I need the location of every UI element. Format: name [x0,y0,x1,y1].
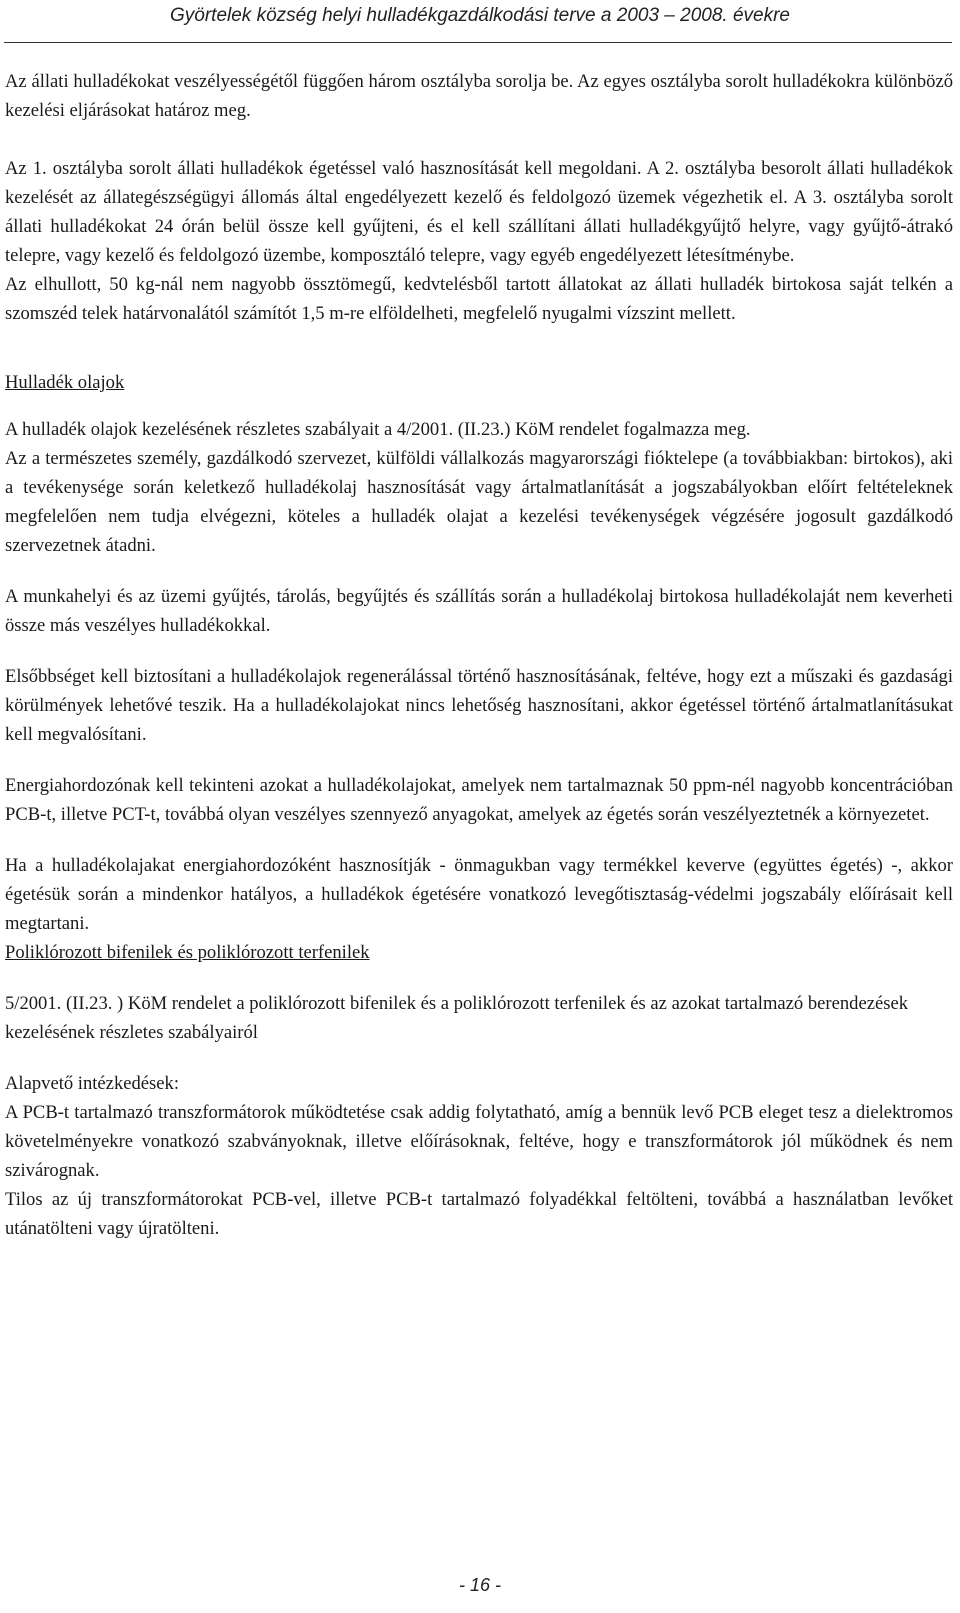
paragraph-animal-waste-treatment: Az 1. osztályba sorolt állati hulladékok égetéssel való hasznosítását kell megoldani. A 2. osztályba besorolt állati hulladékok kezelését az állategészségügyi állomás által engedélyezett kezelő és feldolgozó üzemek végezhetik el. A 3. osztályba sorolt állati hulladékokat 24 órán belül össze kell gyűjteni, és el kell szállítani állati hulladékgyűjtő helyre, vagy gyűjtő-átrakó telepre, vagy kezelő és feldolgozó üzembe, komposztáló telepre, vagy egyéb engedélyezett létesítménybe. [5,158,953,266]
paragraph-pcb-transformers: A PCB-t tartalmazó transzformátorok működtetése csak addig folytatható, amíg a bennük levő PCB eleget tesz a dielektromos követelményekre vonatkozó szabványoknak, illetve előírásoknak, feltéve, hogy e transzformátorok jól működnek és nem szivárognak. [5,1102,953,1181]
spacer [5,560,953,582]
page-number: - 16 - [458,1575,501,1595]
spacer [5,125,953,154]
paragraph-energy-source: Energiahordozónak kell tekinteni azokat a hulladékolajokat, amelyek nem tartalmaznak 50 ppm-nél nagyobb koncentrációban PCB-t, illetve PCT-t, továbbá olyan veszélyes szennyező anyagokat, amelyek az égetés során veszélyeztetnék a környezetet. [5,775,953,825]
spacer [5,829,953,851]
paragraph-pcb-prohibition: Tilos az új transzformátorokat PCB-vel, illetve PCB-t tartalmazó folyadékkal feltölteni, továbbá a használatban levőket utánatölteni vagy újratölteni. [5,1189,953,1239]
spacer [5,640,953,662]
spacer [5,328,953,368]
spacer [5,749,953,771]
paragraph-animal-waste-classes: Az állati hulladékokat veszélyességétől függően három osztályba sorolja be. Az egyes osztályba sorolt hulladékokra különböző kezelési eljárásokat határoz meg. [5,71,953,121]
paragraph-basic-measures-title: Alapvető intézkedések: [5,1073,179,1094]
paragraph-pcb-regulation: 5/2001. (II.23. ) KöM rendelet a poliklórozott bifenilek és a poliklórozott terfenilek és az azokat tartalmazó berendezések kezelésének részletes szabályairól [5,993,908,1043]
paragraph-burial-rules: Az elhullott, 50 kg-nál nem nagyobb össztömegű, kedvtelésből tartott állatokat az állati hulladék birtokosa saját telkén a szomszéd telek határvonalától számítót 1,5 m-re elföldelheti, megfelelő nyugalmi vízszint mellett. [5,274,953,324]
paragraph-oil-collection: A munkahelyi és az üzemi gyűjtés, tárolás, begyűjtés és szállítás során a hulladékolaj birtokosa hulladékolaját nem keverheti össze más veszélyes hulladékokkal. [5,586,953,636]
page-header-title: Györtelek község helyi hulladékgazdálkodási terve a 2003 – 2008. évekre [170,5,790,26]
header-divider [4,42,952,43]
section-heading-pcb: Poliklórozott bifenilek és poliklórozott terfenilek [5,942,370,963]
spacer [5,967,953,989]
paragraph-oil-regulation: A hulladék olajok kezelésének részletes szabályait a 4/2001. (II.23.) KöM rendelet fogalmazza meg. [5,419,751,440]
paragraph-oil-regeneration: Elsőbbséget kell biztosítani a hulladékolajok regenerálással történő hasznosításának, feltéve, hogy ezt a műszaki és gazdasági körülmények lehetővé teszik. Ha a hulladékolajokat nincs lehetőség hasznosítani, akkor égetéssel történő ártalmatlanításukat kell megvalósítani. [5,666,953,745]
paragraph-oil-owner-duty: Az a természetes személy, gazdálkodó szervezet, külföldi vállalkozás magyarországi fióktelepe (a továbbiakban: birtokos), aki a tevékenysége során keletkező hulladékolaj hasznosítását vagy ártalmatlanítását a jogszabályokban előírt feltételeknek megfelelően nem tudja elvégezni, köteles a hulladék olajat a kezelési tevékenységek végzésére jogosult gazdálkodó szervezetnek átadni. [5,448,953,556]
section-heading-waste-oils: Hulladék olajok [5,372,125,393]
paragraph-oil-burning: Ha a hulladékolajakat energiahordozóként hasznosítják - önmagukban vagy termékkel keverve (együttes égetés) -, akkor égetésük során a mindenkor hatályos, a hulladékok égetésére vonatkozó levegőtisztaság-védelmi jogszabály előírásait kell megtartani. [5,855,953,934]
spacer [5,1047,953,1069]
document-body [5,67,953,1243]
